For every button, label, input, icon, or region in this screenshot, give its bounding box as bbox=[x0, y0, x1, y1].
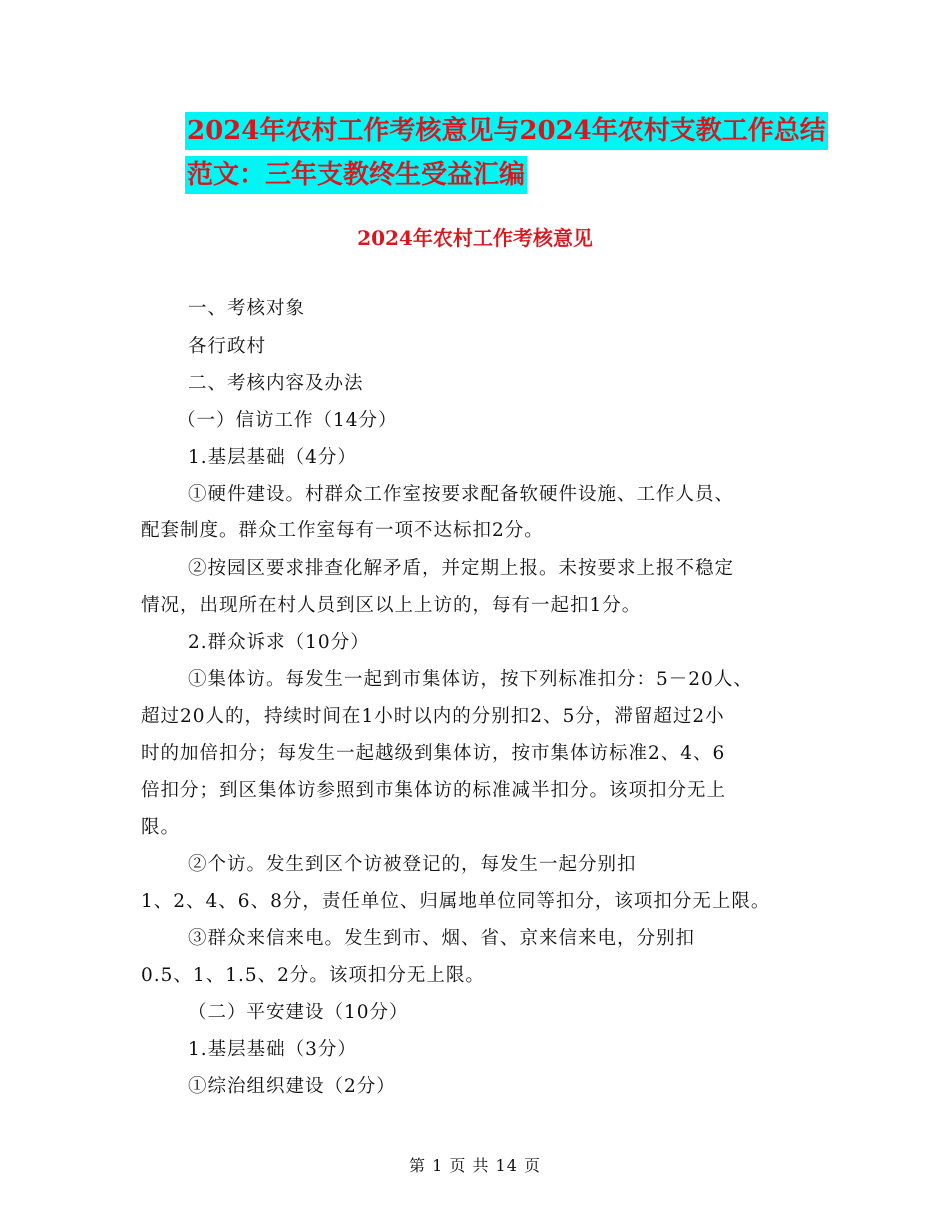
body-line: 情况，出现所在村人员到区以上上访的，每有一起扣1分。 bbox=[141, 595, 642, 616]
body-line: 2.群众诉求（10分） bbox=[188, 632, 370, 653]
body-line: 一、考核对象 bbox=[188, 298, 306, 319]
title-line-1: 2024年农村工作考核意见与2024年农村支教工作总结 bbox=[185, 112, 828, 150]
body-line: ②按园区要求排查化解矛盾，并定期上报。未按要求上报不稳定 bbox=[188, 558, 735, 579]
body-line: ①集体访。每发生一起到市集体访，按下列标准扣分：5－20人、 bbox=[188, 669, 753, 690]
body-line: 限。 bbox=[141, 817, 181, 838]
title-line-2: 范文：三年支教终生受益汇编 bbox=[185, 156, 527, 194]
body-line: （二）平安建设（10分） bbox=[188, 1002, 409, 1023]
section-title: 2024年农村工作考核意见 bbox=[357, 226, 593, 250]
body-line: 1、2、4、6、8分，责任单位、归属地单位同等扣分，该项扣分无上限。 bbox=[141, 891, 771, 912]
body-line: （一）信访工作（14分） bbox=[177, 410, 398, 431]
body-line: ②个访。发生到区个访被登记的，每发生一起分别扣 bbox=[188, 854, 637, 875]
body-line: 1.基层基础（3分） bbox=[188, 1039, 357, 1060]
body-line: 0.5、1、1.5、2分。该项扣分无上限。 bbox=[141, 965, 485, 986]
body-line: 各行政村 bbox=[188, 336, 267, 357]
body-line: ①硬件建设。村群众工作室按要求配备软硬件设施、工作人员、 bbox=[188, 484, 735, 505]
body-line: ③群众来信来电。发生到市、烟、省、京来信来电，分别扣 bbox=[188, 928, 696, 949]
body-line: 超过20人的，持续时间在1小时以内的分别扣2、5分，滞留超过2小 bbox=[141, 706, 725, 727]
body-line: 1.基层基础（4分） bbox=[188, 447, 357, 468]
body-line: 配套制度。群众工作室每有一项不达标扣2分。 bbox=[141, 520, 544, 541]
page-number: 第 1 页 共 14 页 bbox=[409, 1156, 541, 1175]
body-line: 二、考核内容及办法 bbox=[188, 373, 364, 394]
body-line: 倍扣分；到区集体访参照到市集体访的标准减半扣分。该项扣分无上 bbox=[141, 780, 727, 801]
body-line: 时的加倍扣分；每发生一起越级到集体访，按市集体访标准2、4、6 bbox=[141, 743, 726, 764]
body-line: ①综治组织建设（2分） bbox=[188, 1076, 396, 1097]
